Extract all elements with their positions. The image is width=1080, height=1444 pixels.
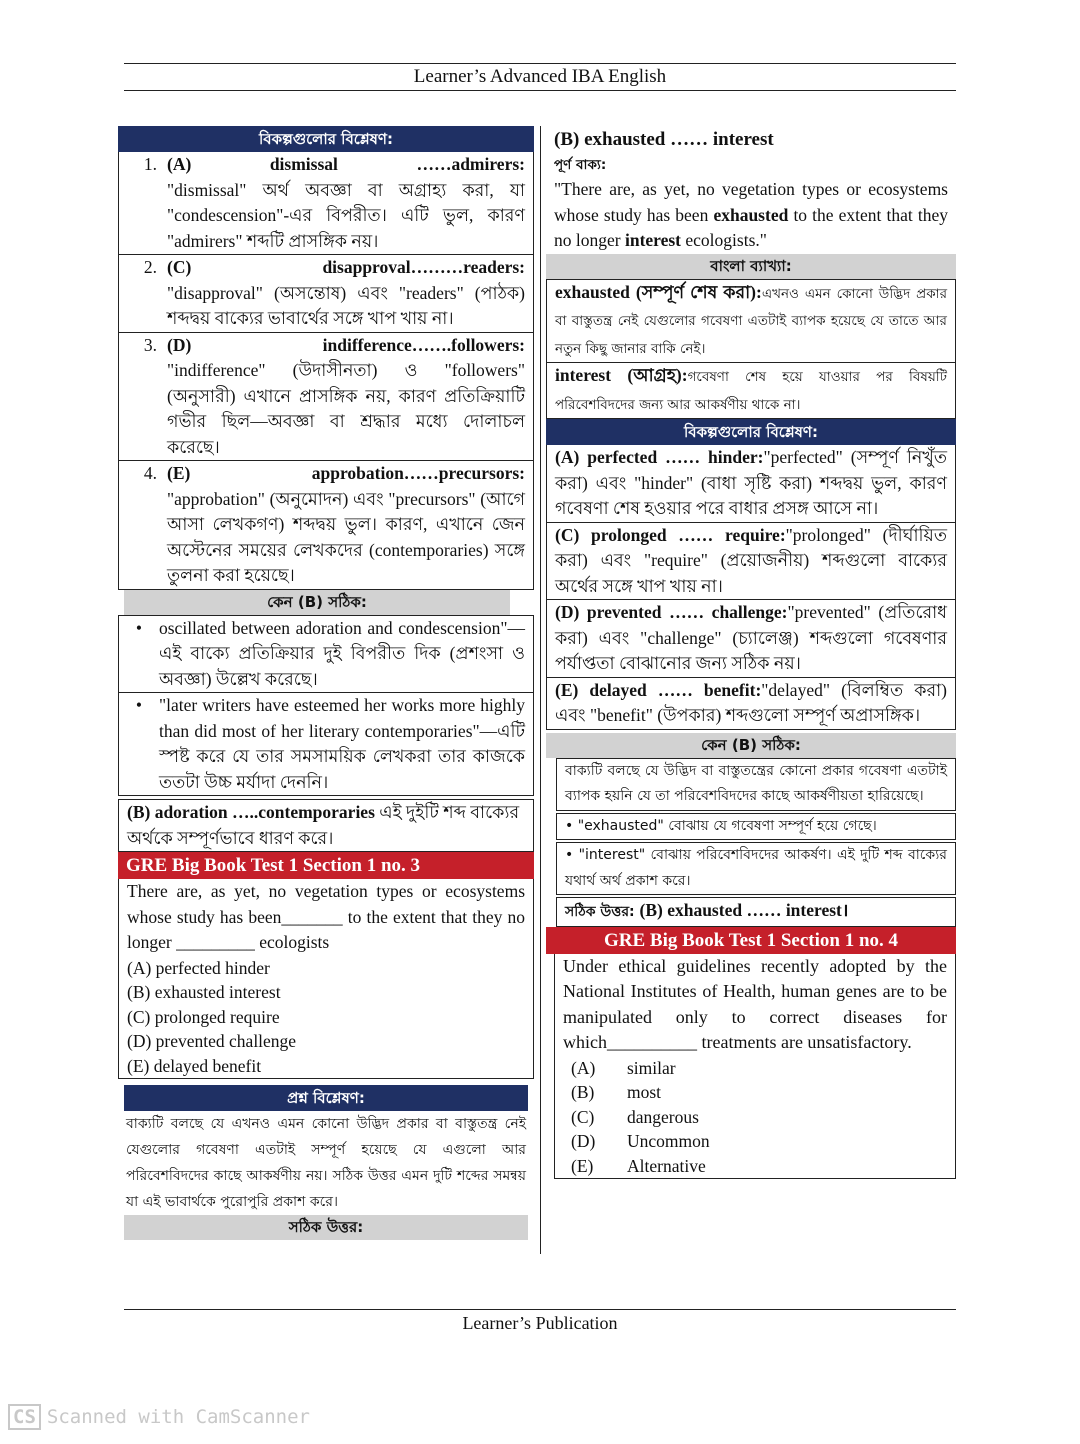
right-correct-answer bbox=[556, 897, 956, 927]
watermark-text: Scanned with CamScanner bbox=[46, 1406, 310, 1428]
right-option-e: (E) delayed …… benefit:"delayed" (বিলম্বিত করা) এবং "benefit" (উপকার) শব্দগুলো সম্পূর্ণ অপ্রাসঙ্গিক। bbox=[546, 678, 956, 730]
camscanner-logo-icon: CS bbox=[8, 1404, 41, 1430]
bullet-dot: • bbox=[565, 847, 579, 863]
item-number: 4. bbox=[143, 463, 157, 483]
header-rule-top bbox=[124, 63, 956, 64]
option-a: (A) perfected hinder bbox=[127, 957, 270, 978]
item-word-2: disapproval………readers: bbox=[322, 257, 525, 277]
footer-rule bbox=[124, 1309, 956, 1310]
right-option-c: (C) prolonged …… require:"prolonged" (দীর্ঘায়িত করা) এবং "require" (প্রয়োজনীয়) শব্দগুলো বাক্যের অর্থের সঙ্গে খাপ খায় না। bbox=[546, 523, 956, 601]
option-explanation: "delayed" (বিলম্বিত করা) এবং "benefit" (উপকার) শব্দগুলো সম্পূর্ণ অপ্রাসঙ্গিক। bbox=[555, 679, 947, 725]
option-c: (C) prolonged require bbox=[127, 1006, 280, 1027]
item-explanation: "dismissal" অর্থ অবজ্ঞা বা অগ্রাহ্য করা, যা "condescension"-এর বিপরীত। এটি ভুল, কারণ "admirers" শব্দটি প্রাসঙ্গিক নয়। bbox=[167, 179, 525, 251]
option-c: (C) dangerous bbox=[571, 1106, 699, 1127]
item-number: 3. bbox=[143, 334, 157, 355]
bullet-text: "exhausted" বোঝায় যে গবেষণা সম্পূর্ণ হয়ে গেছে। bbox=[577, 817, 877, 834]
correct-label: সঠিক উত্তর: bbox=[565, 904, 640, 920]
bullet-text: oscillated between adoration and condescension"—এই বাক্যে প্রতিক্রিয়ার দুই বিপরীত দিক (প্রশংসা ও অবজ্ঞা) উল্লেখ করেছে। bbox=[159, 617, 525, 689]
explanation-interest bbox=[546, 363, 956, 419]
option-explanation: "prolonged" (দীর্ঘায়িত করা) এবং "require" (প্রয়োজনীয়) শব্দগুলো বাক্যের অর্থের সঙ্গে খাপ খায় না। bbox=[555, 524, 947, 596]
exp-term: exhausted (সম্পূর্ণ শেষ করা): bbox=[555, 281, 762, 302]
bullet-dot: • bbox=[135, 695, 143, 715]
item-word-2: indifference…….followers: bbox=[322, 334, 525, 355]
bullet-dot: • bbox=[135, 617, 143, 638]
exp-text: এখনও এমন কোনো উদ্ভিদ প্রকার বা বাস্তুতন্ত্র নেই যেগুলোর গবেষণা এতটাই ব্যাপক হয়েছে যে তাতে আর নতুন কিছু জানার বাকি নেই। bbox=[555, 285, 947, 357]
item-explanation: "disapproval" (অসন্তোষ) এবং "readers" (পাঠক) শব্দদ্বয় বাক্যের ভাবার্থের সঙ্গে খাপ খায় না। bbox=[167, 282, 525, 328]
option-item-4 bbox=[118, 461, 534, 590]
bangla-explanation-heading: বাংলা ব্যাখ্যা: bbox=[546, 254, 956, 279]
bullet-text: "interest" বোঝায় পরিবেশবিদদের আকর্ষণ। এই দুটি শব্দ বাক্যের যথার্থ অর্থ প্রকাশ করে। bbox=[565, 847, 947, 889]
conclusion-box bbox=[118, 799, 534, 852]
option-d: (D) Uncommon bbox=[571, 1131, 710, 1151]
item-letter: (C) bbox=[167, 257, 192, 277]
page-footer: Learner’s Publication bbox=[462, 1313, 618, 1333]
highlight-exhausted: exhausted bbox=[713, 204, 789, 225]
options-analysis-heading: বিকল্পগুলোর বিশ্লেষণ: bbox=[118, 126, 534, 152]
option-a: (A) similar bbox=[571, 1057, 676, 1078]
item-explanation: "approbation" (অনুমোদন) এবং "precursors" (আগে আসা লেখকগণ) শব্দদ্বয় ভুল। কারণ, এখানে জেন অস্টেনের সময়ের লেখকদের (contemporaries) সঙ্গে তুলনা করা হয়েছে। bbox=[167, 488, 525, 585]
right-options-heading: বিকল্পগুলোর বিশ্লেষণ: bbox=[546, 419, 956, 445]
exp-term: interest (আগ্রহ): bbox=[555, 365, 688, 385]
option-item-1 bbox=[118, 152, 534, 255]
bullet-dot: • bbox=[565, 817, 578, 834]
right-option-d: (D) prevented …… challenge:"prevented" (প্রতিরোধ করা) এবং "challenge" (চ্যালেঞ্জ) শব্দগুলো গবেষণার পর্যাপ্ততা বোঝানোর জন্য সঠিক নয়। bbox=[546, 600, 956, 678]
why-b-text: বাক্যটি বলছে যে উদ্ভিদ বা বাস্তুতন্ত্রের কোনো প্রকার গবেষণা এতটাই ব্যাপক হয়নি যে তা পরিবেশবিদদের কাছে আকর্ষণীয়তা হারিয়েছে। bbox=[556, 758, 956, 811]
correct-answer-heading: সঠিক উত্তর: bbox=[124, 1215, 528, 1240]
question-box-4 bbox=[554, 954, 956, 1180]
highlight-interest: interest bbox=[624, 230, 682, 250]
option-item-2 bbox=[118, 255, 534, 333]
item-number: 2. bbox=[143, 257, 157, 277]
full-sentence: "There are, as yet, no vegetation types or ecosystems whose study has been exhausted to the extent that they no longer interest ecologists." bbox=[554, 179, 948, 250]
item-word-2: approbation……precursors: bbox=[311, 463, 525, 483]
column-divider bbox=[540, 126, 541, 1254]
option-list bbox=[563, 1056, 947, 1179]
item-word-2: ……admirers: bbox=[416, 154, 525, 174]
conclusion-text: এই দুইটি শব্দ বাক্যের অর্থকে সম্পূর্ণভাবে ধারণ করে। bbox=[127, 802, 520, 848]
item-number: 1. bbox=[143, 154, 157, 174]
item-explanation: "indifference" (উদাসীনতা) ও "followers" (অনুসারী) এখানে প্রাসঙ্গিক নয়, কারণ প্রতিক্রিয়াটি গভীর ছিল—অবজ্ঞা বা শ্রদ্ধার মধ্যে দোলাচল করেছে। bbox=[167, 360, 525, 457]
question-text: There are, as yet, no vegetation types or ecosystems whose study has been_______ to the extent that they no longer _________ ecologists bbox=[127, 881, 525, 952]
header-rule-bottom bbox=[124, 90, 956, 91]
conclusion-bold: (B) adoration …..contemporaries bbox=[127, 802, 375, 822]
camscanner-watermark bbox=[8, 1404, 310, 1430]
right-option-a: (A) perfected …… hinder:"perfected" (সম্পূর্ণ নিখুঁত করা) এবং "hinder" (বাধা সৃষ্টি করা) শব্দদ্বয় ভুল, কারণ গবেষণা শেষ হওয়ার পরে বাধার প্রসঙ্গ আসে না। bbox=[546, 445, 956, 523]
gre-test-title-4: GRE Big Book Test 1 Section 1 no. 4 bbox=[546, 927, 956, 954]
why-b-heading: কেন (B) সঠিক: bbox=[124, 590, 510, 615]
item-letter: (E) bbox=[167, 463, 191, 483]
right-bullet-1 bbox=[556, 813, 956, 841]
answer-title: (B) exhausted …… interest bbox=[554, 129, 774, 150]
correct-value: (B) exhausted …… interest। bbox=[639, 900, 849, 920]
item-letter: (A) bbox=[167, 154, 192, 174]
right-column bbox=[546, 126, 956, 1179]
option-b: (B) exhausted interest bbox=[127, 982, 281, 1002]
why-bullet-1 bbox=[118, 615, 534, 694]
option-d: (D) prevented challenge bbox=[127, 1031, 297, 1051]
why-bullet-2 bbox=[118, 693, 534, 796]
item-letter: (D) bbox=[167, 334, 192, 355]
full-sentence-label: পূর্ণ বাক্য: bbox=[554, 157, 607, 173]
exp-text: গবেষণা শেষ হয়ে যাওয়ার পর বিষয়টি পরিবেশবিদদের জন্য আর আকর্ষণীয় থাকে না। bbox=[555, 369, 947, 413]
option-list bbox=[127, 956, 525, 1079]
left-column bbox=[118, 126, 534, 1240]
right-bullet-2 bbox=[556, 842, 956, 895]
option-b: (B) most bbox=[571, 1082, 662, 1102]
bullet-text: "later writers have esteemed her works more highly than did most of her literary contemporaries"—এটি স্পষ্ট করে যে তার সমসাময়িক লেখকরা তার কাজকে ততটা উচ্চ মর্যাদা দেননি। bbox=[159, 695, 525, 792]
option-e: (E) Alternative bbox=[571, 1155, 706, 1176]
gre-test-title-3: GRE Big Book Test 1 Section 1 no. 3 bbox=[118, 852, 534, 879]
option-explanation: "perfected" (সম্পূর্ণ নিখুঁত করা) এবং "hinder" (বাধা সৃষ্টি করা) শব্দদ্বয় ভুল, কারণ গবেষণা শেষ হওয়ার পরে বাধার প্রসঙ্গ আসে না। bbox=[555, 447, 947, 518]
question-box-3 bbox=[118, 879, 534, 1079]
option-item-3 bbox=[118, 333, 534, 462]
page-header-title: Learner’s Advanced IBA English bbox=[413, 66, 667, 87]
item-word-1: dismissal bbox=[269, 154, 338, 174]
option-explanation: "prevented" (প্রতিরোধ করা) এবং "challenge" (চ্যালেঞ্জ) শব্দগুলো গবেষণার পর্যাপ্ততা বোঝানোর জন্য সঠিক নয়। bbox=[555, 602, 947, 673]
explanation-exhausted bbox=[546, 279, 956, 364]
question-analysis-heading: প্রশ্ন বিশ্লেষণ: bbox=[124, 1085, 528, 1111]
question-analysis-text: বাক্যটি বলছে যে এখনও এমন কোনো উদ্ভিদ প্রকার বা বাস্তুতন্ত্র নেই যেগুলোর গবেষণা এতটাই সম্পূর্ণ হয়েছে যে এগুলো আর পরিবেশবিদদের কাছে আকর্ষণীয় নয়। সঠিক উত্তর এমন দুটি শব্দের সমন্বয় যা এই ভাবার্থকে পুরোপুরি প্রকাশ করে। bbox=[126, 1116, 526, 1210]
option-e: (E) delayed benefit bbox=[127, 1055, 262, 1076]
right-why-b-heading: কেন (B) সঠিক: bbox=[546, 733, 956, 758]
question-text: Under ethical guidelines recently adopted by the National Institutes of Health, human genes are to be manipulated only to correct diseases for which__________ treatments are unsatisfactory. bbox=[563, 955, 947, 1052]
